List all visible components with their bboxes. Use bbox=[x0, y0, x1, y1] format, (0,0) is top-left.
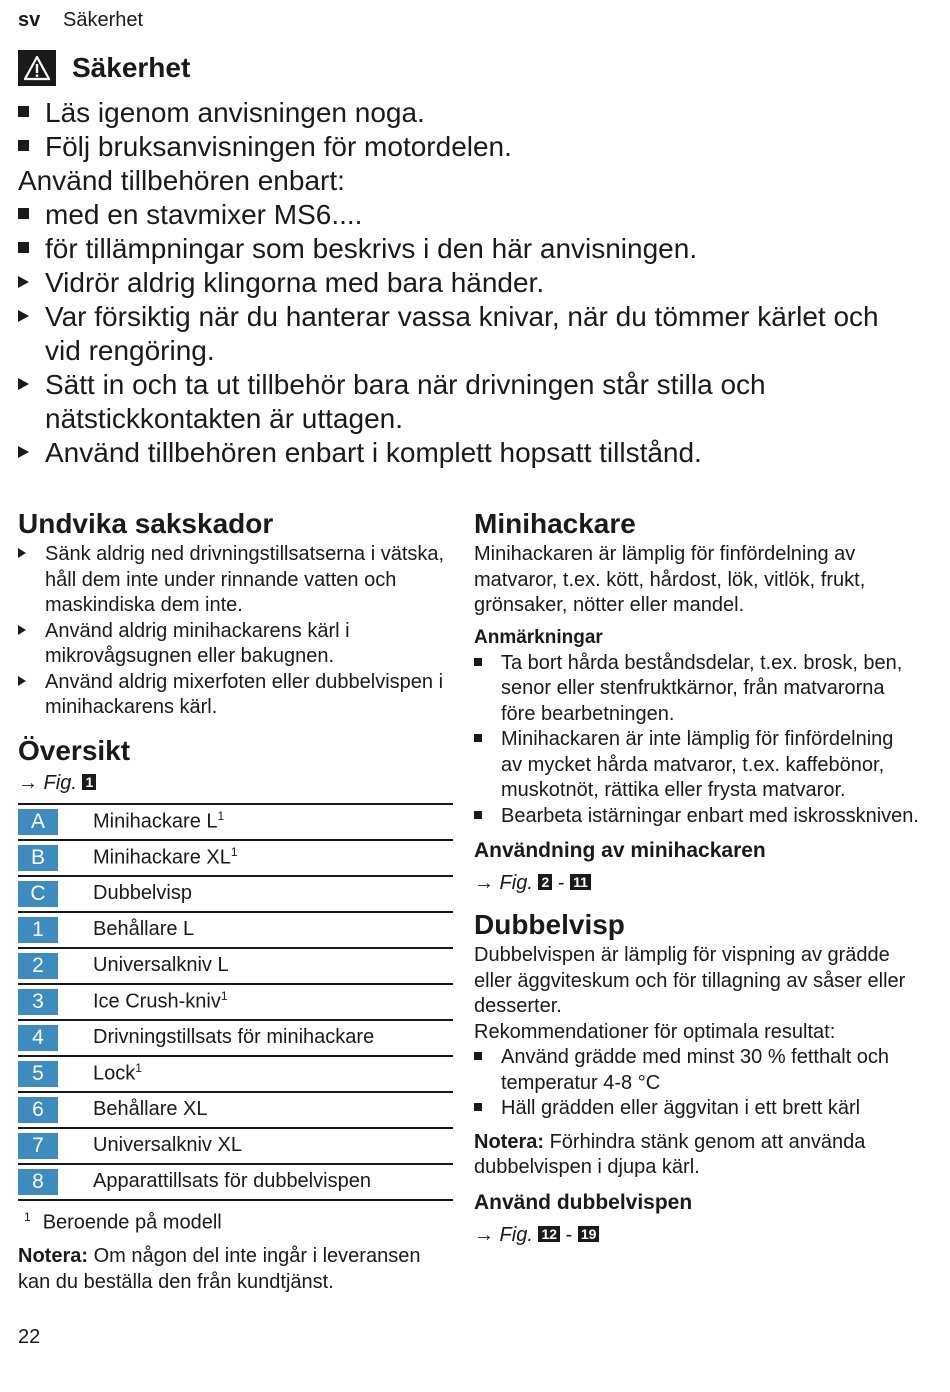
key-cell bbox=[18, 876, 93, 912]
safety-line-text: för tillämpningar som beskrivs i den här anvisningen. bbox=[45, 233, 698, 264]
part-label-cell bbox=[93, 876, 453, 912]
footnote-ref: 1 bbox=[135, 1061, 142, 1076]
part-label-cell bbox=[93, 984, 453, 1020]
triangle-bullet-icon bbox=[18, 542, 26, 568]
avoid-damage-heading: Undvika sakskador bbox=[18, 508, 274, 539]
usage-heading: Användning av minihackaren bbox=[474, 839, 766, 862]
square-bullet-icon bbox=[18, 232, 45, 266]
list-item bbox=[18, 619, 458, 670]
part-label-cell bbox=[93, 1164, 453, 1200]
list-item bbox=[474, 651, 919, 728]
use-whisk-heading: Använd dubbelvispen bbox=[474, 1190, 693, 1214]
table-row bbox=[18, 1020, 453, 1056]
list-item-text: Bearbeta istärningar enbart med iskrosskniven. bbox=[501, 804, 919, 827]
overview-heading: Översikt bbox=[18, 734, 131, 766]
part-label-cell bbox=[93, 948, 453, 984]
fig-ref-prefix: → Fig. bbox=[474, 872, 533, 894]
fig-range-separator: - bbox=[557, 872, 565, 894]
key-cell bbox=[18, 804, 93, 840]
note-text: Om någon del inte ingår i leveransen kan du beställa den från kundtjänst. bbox=[18, 1245, 421, 1293]
table-row bbox=[18, 1056, 453, 1092]
remarks-heading: Anmärkningar bbox=[474, 626, 603, 648]
fig-number-badge: 11 bbox=[570, 874, 591, 890]
table-row bbox=[18, 948, 453, 984]
key-cell bbox=[18, 1164, 93, 1200]
header-language: sv bbox=[18, 9, 41, 31]
table-row bbox=[18, 876, 453, 912]
list-item-text: Använd grädde med minst 30 % fetthalt och temperatur 4-8 °C bbox=[501, 1046, 890, 1094]
part-key-badge: 3 bbox=[18, 989, 58, 1015]
table-row bbox=[18, 1092, 453, 1128]
fig-number-badge: 1 bbox=[82, 774, 96, 790]
fig-ref-prefix: → Fig. bbox=[18, 771, 77, 794]
part-label: Drivningstillsats för minihackare bbox=[93, 1026, 375, 1048]
safety-line bbox=[18, 300, 918, 368]
safety-line-text: med en stavmixer MS6.... bbox=[45, 199, 363, 230]
list-item-text: Använd aldrig minihackarens kärl i mikrovågsugnen eller bakugnen. bbox=[45, 619, 350, 667]
note-label: Notera: bbox=[474, 1130, 545, 1153]
list-item-text: Minihackaren är inte lämplig för finfördelning av mycket hårda matvaror, t.ex. kaffebönor, muskotnöt, rättika eller frysta matvaror. bbox=[501, 728, 894, 801]
part-label: Behållare L bbox=[93, 918, 195, 940]
part-key-badge: 1 bbox=[18, 917, 58, 943]
dubbelvisp-note bbox=[474, 1130, 919, 1181]
square-bullet-icon bbox=[474, 1045, 482, 1071]
safety-title: Säkerhet bbox=[72, 52, 191, 83]
key-cell bbox=[18, 948, 93, 984]
part-label-cell bbox=[93, 840, 453, 876]
part-label-cell bbox=[93, 1128, 453, 1164]
dubbelvisp-intro: Dubbelvispen är lämplig för vispning av grädde eller äggviteskum och för tillagning av såser eller desserter. bbox=[474, 944, 906, 1017]
safety-line-text: Var försiktig när du hanterar vassa knivar, när du tömmer kärlet och vid rengöring. bbox=[45, 301, 879, 366]
list-item-text: Häll grädden eller äggvitan i ett brett kärl bbox=[501, 1097, 861, 1119]
triangle-bullet-icon bbox=[18, 619, 26, 645]
list-item-text: Ta bort hårda beståndsdelar, t.ex. brosk, ben, senor eller stenfruktkärnor, från matvarorna före bearbetningen. bbox=[501, 651, 903, 725]
safety-line bbox=[18, 164, 918, 198]
safety-line-text: Använd tillbehören enbart: bbox=[18, 165, 345, 196]
part-key-badge: A bbox=[18, 809, 58, 835]
list-item-text: Använd aldrig mixerfoten eller dubbelvispen i minihackarens kärl. bbox=[45, 670, 444, 718]
key-cell bbox=[18, 1056, 93, 1092]
triangle-bullet-icon bbox=[18, 670, 26, 696]
triangle-bullet-icon bbox=[18, 300, 45, 334]
part-key-badge: B bbox=[18, 845, 58, 871]
key-cell bbox=[18, 1020, 93, 1056]
square-bullet-icon bbox=[474, 1096, 482, 1122]
list-item bbox=[18, 542, 458, 619]
page-number: 22 bbox=[18, 1326, 41, 1348]
minihackare-heading: Minihackare bbox=[474, 508, 636, 539]
key-cell bbox=[18, 1092, 93, 1128]
part-label-cell bbox=[93, 912, 453, 948]
key-cell bbox=[18, 1128, 93, 1164]
part-label-cell bbox=[93, 1092, 453, 1128]
right-column bbox=[474, 506, 919, 1249]
footnote-ref: 1 bbox=[220, 989, 228, 1004]
safety-line-text: Använd tillbehören enbart i komplett hopsatt tillstånd. bbox=[45, 437, 702, 468]
footnote-mark: 1 bbox=[24, 1209, 31, 1224]
recommendations-lead: Rekommendationer för optimala resultat: bbox=[474, 1020, 836, 1043]
part-label: Behållare XL bbox=[93, 1098, 208, 1120]
list-item bbox=[474, 1045, 919, 1096]
footnote-ref: 1 bbox=[230, 845, 238, 860]
triangle-bullet-icon bbox=[18, 436, 45, 470]
fig-range-separator: - bbox=[565, 1223, 573, 1246]
square-bullet-icon bbox=[474, 727, 482, 753]
part-label: Minihackare XL bbox=[93, 846, 231, 869]
safety-line-text: Vidrör aldrig klingorna med bara händer. bbox=[45, 267, 545, 298]
dubbelvisp-heading: Dubbelvisp bbox=[474, 909, 625, 940]
part-label: Dubbelvisp bbox=[93, 882, 192, 904]
safety-line bbox=[18, 96, 918, 130]
overview-table bbox=[18, 803, 453, 1201]
list-item bbox=[474, 804, 919, 830]
fig-number-badge: 12 bbox=[538, 1226, 560, 1242]
list-item bbox=[474, 1096, 919, 1122]
triangle-bullet-icon bbox=[18, 266, 45, 300]
note-text: Förhindra stänk genom att använda dubbelvispen i djupa kärl. bbox=[474, 1130, 866, 1178]
square-bullet-icon bbox=[18, 130, 45, 164]
note-label: Notera: bbox=[18, 1245, 89, 1268]
table-row bbox=[18, 840, 453, 876]
part-key-badge: 8 bbox=[18, 1169, 58, 1195]
table-row bbox=[18, 1128, 453, 1164]
safety-line bbox=[18, 368, 918, 436]
part-key-badge: 4 bbox=[18, 1025, 58, 1051]
safety-line-text: Sätt in och ta ut tillbehör bara när drivningen står stilla och nätstickkontakten är uttagen. bbox=[45, 369, 766, 434]
list-item bbox=[18, 670, 458, 721]
part-key-badge: C bbox=[18, 881, 58, 907]
footnote-ref: 1 bbox=[217, 809, 225, 824]
part-label: Lock bbox=[93, 1062, 136, 1085]
safety-line bbox=[18, 198, 918, 232]
fig-ref-prefix: → Fig. bbox=[474, 1223, 533, 1246]
safety-line-text: Följ bruksanvisningen för motordelen. bbox=[45, 131, 512, 162]
safety-instructions bbox=[18, 96, 918, 470]
safety-line-text: Läs igenom anvisningen noga. bbox=[45, 97, 425, 128]
minihackare-intro: Minihackaren är lämplig för finfördelning av matvaror, t.ex. kött, hårdost, lök, vitlök, frukt, grönsaker, nötter eller mandel. bbox=[474, 543, 866, 616]
table-row bbox=[18, 912, 453, 948]
part-label: Minihackare L bbox=[93, 810, 218, 833]
table-row bbox=[18, 1164, 453, 1200]
part-key-badge: 7 bbox=[18, 1133, 58, 1159]
fig-number-badge: 19 bbox=[578, 1226, 600, 1242]
header-section-title: Säkerhet bbox=[63, 9, 144, 31]
overview-fig-ref bbox=[18, 769, 458, 797]
part-label: Apparattillsats för dubbelvispen bbox=[93, 1170, 371, 1192]
fig-number-badge: 2 bbox=[538, 874, 552, 890]
key-cell bbox=[18, 984, 93, 1020]
key-cell bbox=[18, 912, 93, 948]
part-label: Ice Crush-kniv bbox=[93, 990, 221, 1013]
safety-heading bbox=[18, 50, 190, 86]
footnote-text: Beroende på modell bbox=[42, 1211, 222, 1234]
part-label-cell bbox=[93, 1056, 453, 1092]
triangle-bullet-icon bbox=[18, 368, 45, 402]
list-item bbox=[474, 727, 919, 804]
avoid-damage-list bbox=[18, 542, 458, 721]
square-bullet-icon bbox=[474, 804, 482, 830]
usage-fig-ref bbox=[474, 869, 919, 897]
use-whisk-fig-ref bbox=[474, 1221, 919, 1249]
part-key-badge: 5 bbox=[18, 1061, 58, 1087]
table-row bbox=[18, 984, 453, 1020]
table-row bbox=[18, 804, 453, 840]
overview-note bbox=[18, 1244, 458, 1295]
warning-icon bbox=[18, 50, 56, 86]
remarks-list bbox=[474, 651, 919, 830]
part-key-badge: 6 bbox=[18, 1097, 58, 1123]
part-label: Universalkniv L bbox=[93, 954, 229, 976]
square-bullet-icon bbox=[474, 651, 482, 677]
part-key-badge: 2 bbox=[18, 953, 58, 979]
overview-footnote bbox=[18, 1203, 458, 1237]
safety-line bbox=[18, 130, 918, 164]
safety-line bbox=[18, 436, 918, 470]
recommendations-list bbox=[474, 1045, 919, 1122]
left-column bbox=[18, 506, 458, 1295]
square-bullet-icon bbox=[18, 96, 45, 130]
part-label: Universalkniv XL bbox=[93, 1134, 242, 1156]
key-cell bbox=[18, 840, 93, 876]
part-label-cell bbox=[93, 1020, 453, 1056]
safety-line bbox=[18, 266, 918, 300]
square-bullet-icon bbox=[18, 198, 45, 232]
part-label-cell bbox=[93, 804, 453, 840]
list-item-text: Sänk aldrig ned drivningstillsatserna i vätska, håll dem inte under rinnande vatten och maskindiska dem inte. bbox=[45, 543, 445, 616]
safety-line bbox=[18, 232, 918, 266]
